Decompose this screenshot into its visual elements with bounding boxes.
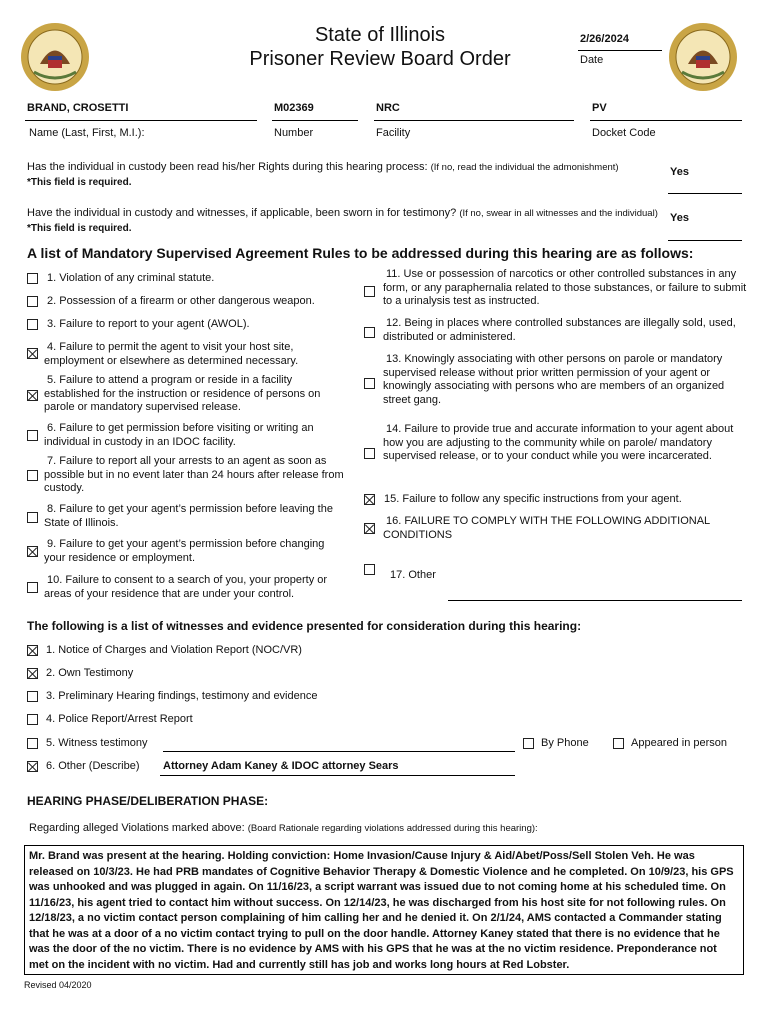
rule-3-checkbox[interactable] (27, 319, 38, 330)
rule-6-checkbox[interactable] (27, 430, 38, 441)
rule-9-checkbox[interactable] (27, 546, 38, 557)
rights-q2-required: *This field is required. (27, 223, 132, 234)
rights-q2-note: (If no, swear in all witnesses and the individual) (459, 208, 658, 219)
rule-17-other-line[interactable] (448, 600, 742, 601)
by-phone-label: By Phone (541, 737, 589, 749)
illinois-state-seal-left (20, 22, 90, 92)
evidence-3-checkbox[interactable] (27, 691, 38, 702)
rule-10-label: 10. Failure to consent to a search of you, your property or areas of your residence that are under your control. (44, 574, 328, 600)
evidence-4-label: 4. Police Report/Arrest Report (46, 713, 193, 725)
evidence-5-checkbox[interactable] (27, 738, 38, 749)
rule-12-checkbox[interactable] (364, 327, 375, 338)
name-underline (25, 120, 257, 121)
evidence-other-value: Attorney Adam Kaney & IDOC attorney Sears (163, 760, 399, 772)
docket-value: PV (592, 102, 607, 114)
number-value: M02369 (274, 102, 314, 114)
rights-q1-text: Has the individual in custody been read his/her Rights during this hearing process: (27, 161, 428, 173)
title-line-2: Prisoner Review Board Order (249, 48, 511, 70)
docket-underline (590, 120, 742, 121)
rule-11-label: 11. Use or possession of narcotics or other controlled substances in any form, or any paraphernalia related to those substances, or failure to submit to a urinalysis test as instructed. (383, 268, 747, 307)
rule-7-label: 7. Failure to report all your arrests to an agent as soon as possible but in no event later than 24 hours after release from custody. (44, 455, 344, 494)
rights-q1-required: *This field is required. (27, 177, 132, 188)
hearing-heading: HEARING PHASE/DELIBERATION PHASE: (27, 794, 269, 808)
evidence-1-label: 1. Notice of Charges and Violation Report (NOC/VR) (46, 644, 302, 656)
docket-label: Docket Code (592, 127, 656, 139)
rights-q2-answer: Yes (670, 212, 689, 224)
number-label: Number (274, 127, 314, 139)
rights-question-2 (27, 206, 662, 236)
rule-6-label: 6. Failure to get permission before visiting or writing an individual in custody in an IDOC facility. (44, 422, 314, 448)
rule-3-label: 3. Failure to report to your agent (AWOL). (47, 318, 250, 330)
rights-q2-text: Have the individual in custody and witnesses, if applicable, been sworn in for testimony? (27, 207, 457, 219)
by-phone-checkbox[interactable] (523, 738, 534, 749)
rights-q2-underline (668, 240, 742, 241)
rule-10-checkbox[interactable] (27, 582, 38, 593)
rule-14-checkbox[interactable] (364, 448, 375, 459)
rule-1-checkbox[interactable] (27, 273, 38, 284)
board-rationale-text[interactable]: Mr. Brand was present at the hearing. Holding conviction: Home Invasion/Cause Injury & Aid/Abet/Poss/Sell Stolen Veh. He was released on 10/3/23. He had PRB mandates of Cognitive Behavior Therapy & Domestic Violence and he completed. On 10/9/23, his GPS was unhooked and was plugged in again. On 11/16/23, a script warrant was issued due to not coming home at his scheduled time. On 11/16/23, his agent tried to contact him without success. On 12/14/23, he was discharged from his host site for not following rules. On 12/18/23, a no victim contact person complaining of him calling her and he denied it. On 2/1/24, AMS contacted a Commander stating that he was at a door of a no victim contact trying to pull on the door handle. Attorney Kaney stated that there is no evidence that he was the door of the no victim. There is no evidence by AMS with his GPS that he was at the no victim residence. Preponderance not met on the incident with no victim. Had and currently still has job and works long hours at Red Lobster. (24, 845, 744, 975)
rule-5-label: 5. Failure to attend a program or reside in a facility established for the instruction or residence of persons on parole or mandatory supervised release. (44, 374, 321, 413)
in-person-label: Appeared in person (631, 737, 728, 749)
regarding-note: (Board Rationale regarding violations addressed during this hearing): (247, 823, 538, 834)
rule-4-checkbox[interactable] (27, 348, 38, 359)
evidence-1-checkbox[interactable] (27, 645, 38, 656)
facility-value: NRC (376, 102, 400, 114)
evidence-4-checkbox[interactable] (27, 714, 38, 725)
rule-15-label: 15. Failure to follow any specific instructions from your agent. (384, 493, 682, 505)
evidence-6-label: 6. Other (Describe) (46, 760, 140, 772)
evidence-6-checkbox[interactable] (27, 761, 38, 772)
rule-11-checkbox[interactable] (364, 286, 375, 297)
rule-4-label: 4. Failure to permit the agent to visit your host site, employment or elsewhere as determined necessary. (44, 341, 299, 367)
evidence-other-line (160, 775, 515, 776)
rights-question-1 (27, 160, 662, 190)
illinois-state-seal-right (668, 22, 738, 92)
evidence-heading: The following is a list of witnesses and evidence presented for consideration during this hearing: (27, 619, 582, 633)
revised-label: Revised 04/2020 (24, 980, 92, 990)
rule-14-label: 14. Failure to provide true and accurate information to your agent about how you are adjusting to the community while on parole/ mandatory supervised release, or to your conduct while you were incarcerated. (383, 423, 734, 462)
rule-5-checkbox[interactable] (27, 390, 38, 401)
rule-1-label: 1. Violation of any criminal statute. (47, 272, 215, 284)
rule-13-checkbox[interactable] (364, 378, 375, 389)
rights-q1-underline (668, 193, 742, 194)
rules-heading: A list of Mandatory Supervised Agreement Rules to be addressed during this hearing are as follows: (27, 245, 694, 261)
rights-q1-note: (If no, read the individual the admonishment) (430, 162, 619, 173)
in-person-checkbox[interactable] (613, 738, 624, 749)
number-underline (272, 120, 358, 121)
rule-12-label: 12. Being in places where controlled substances are illegally sold, used, distributed or administered. (383, 317, 736, 343)
evidence-2-checkbox[interactable] (27, 668, 38, 679)
date-value: 2/26/2024 (580, 33, 629, 45)
date-label: Date (580, 54, 604, 66)
rule-17-checkbox[interactable] (364, 564, 375, 575)
rule-8-label: 8. Failure to get your agent’s permission before leaving the State of Illinois. (44, 503, 333, 529)
date-underline (578, 50, 662, 51)
regarding-line (29, 822, 538, 834)
rights-q1-answer: Yes (670, 166, 689, 178)
rule-7-checkbox[interactable] (27, 470, 38, 481)
rule-13-label: 13. Knowingly associating with other persons on parole or mandatory supervised release without prior written permission of your agent or knowingly associating with persons who are members of an organized street gang. (383, 353, 725, 406)
regarding-label: Regarding alleged Violations marked above: (29, 822, 245, 834)
name-value: BRAND, CROSETTI (27, 102, 129, 114)
name-label: Name (Last, First, M.I.): (29, 127, 145, 139)
evidence-3-label: 3. Preliminary Hearing findings, testimony and evidence (46, 690, 318, 702)
rule-2-checkbox[interactable] (27, 296, 38, 307)
evidence-5-label: 5. Witness testimony (46, 737, 148, 749)
rule-17-label: 17. Other (390, 569, 436, 581)
witness-testimony-line[interactable] (163, 751, 515, 752)
rule-16-label: 16. FAILURE TO COMPLY WITH THE FOLLOWING ADDITIONAL CONDITIONS (383, 515, 710, 541)
rule-16-checkbox[interactable] (364, 523, 375, 534)
title-line-1: State of Illinois (314, 24, 446, 46)
rule-8-checkbox[interactable] (27, 512, 38, 523)
facility-label: Facility (376, 127, 411, 139)
evidence-2-label: 2. Own Testimony (46, 667, 134, 679)
rule-15-checkbox[interactable] (364, 494, 375, 505)
rule-2-label: 2. Possession of a firearm or other dangerous weapon. (47, 295, 315, 307)
facility-underline (374, 120, 574, 121)
rule-9-label: 9. Failure to get your agent’s permission before changing your residence or employment. (44, 538, 325, 564)
